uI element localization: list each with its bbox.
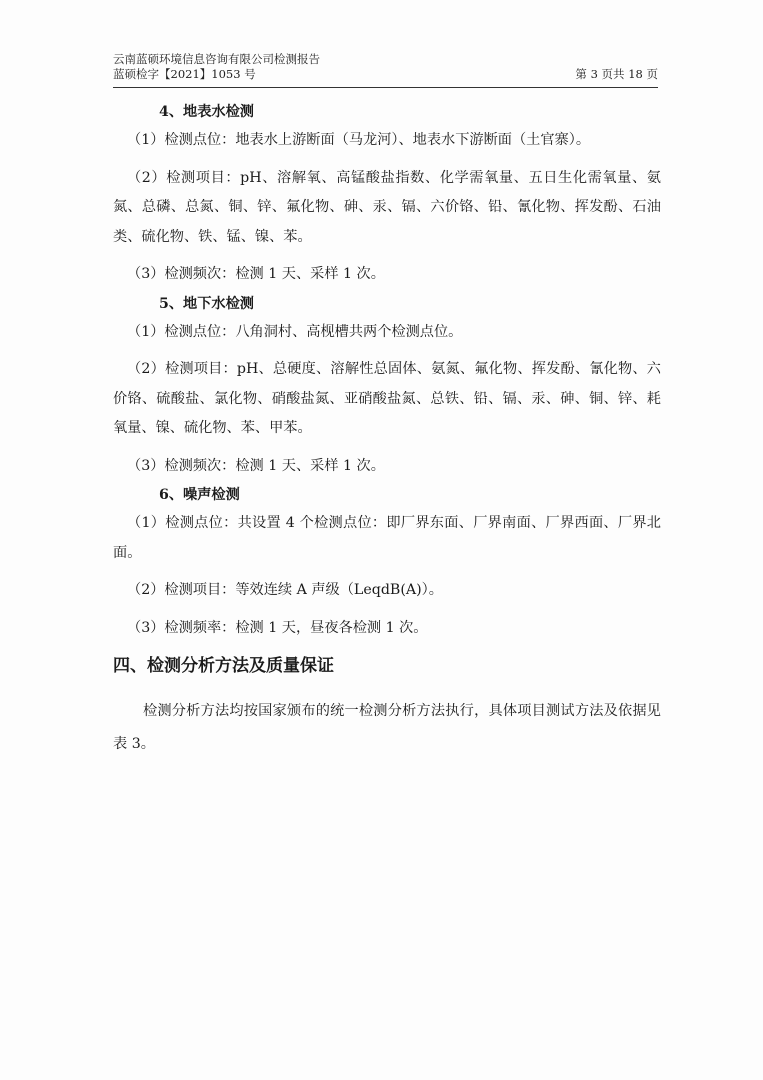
section-heading-noise: 6、噪声检测 [159,487,240,503]
chapter-body: 检测分析方法均按国家颁布的统一检测分析方法执行，具体项目测试方法及依据见表 3。 [113,703,661,753]
section-item: （2）检测项目：pH、溶解氧、高锰酸盐指数、化学需氧量、五日生化需氧量、氨氮、总磷、总氮、铜、锌、氟化物、砷、汞、镉、六价铬、铅、氰化物、挥发酚、石油类、硫化物、铁、锰、镍、苯。 [113,169,661,245]
section-item: （3）检测频次：检测 1 天、采样 1 次。 [127,266,385,282]
page-header [113,52,658,82]
section-item: （1）检测点位：八角洞村、高枧槽共两个检测点位。 [127,323,463,340]
section-heading-groundwater: 5、地下水检测 [159,295,254,312]
report-number: 蓝硕检字【2021】1053 号 [113,67,256,81]
header-divider [113,87,658,88]
section-item: （2）检测项目：等效连续 A 声级（LeqdB(A)）。 [127,582,443,598]
company-report-title: 云南蓝硕环境信息咨询有限公司检测报告 [113,52,320,66]
section-item: （2）检测项目：pH、总硬度、溶解性总固体、氨氮、氟化物、挥发酚、氰化物、六价铬、硫酸盐、氯化物、硝酸盐氮、亚硝酸盐氮、总铁、铅、镉、汞、砷、铜、锌、耗氧量、镍、硫化物、苯、甲苯。 [113,361,661,436]
section-item: （1）检测点位：地表水上游断面（马龙河）、地表水下游断面（土官寨）。 [127,132,591,148]
page-info: 第 3 页共 18 页 [575,67,658,81]
section-item: （1）检测点位：共设置 4 个检测点位：即厂界东面、厂界南面、厂界西面、厂界北面。 [113,515,661,561]
section-item: （3）检测频次：检测 1 天、采样 1 次。 [127,457,385,474]
section-heading-surface-water: 4、地表水检测 [159,104,254,120]
header-row [113,67,658,82]
section-item: （3）检测频率：检测 1 天，昼夜各检测 1 次。 [127,619,428,636]
chapter-title: 四、检测分析方法及质量保证 [113,656,334,676]
report-content [113,98,661,775]
